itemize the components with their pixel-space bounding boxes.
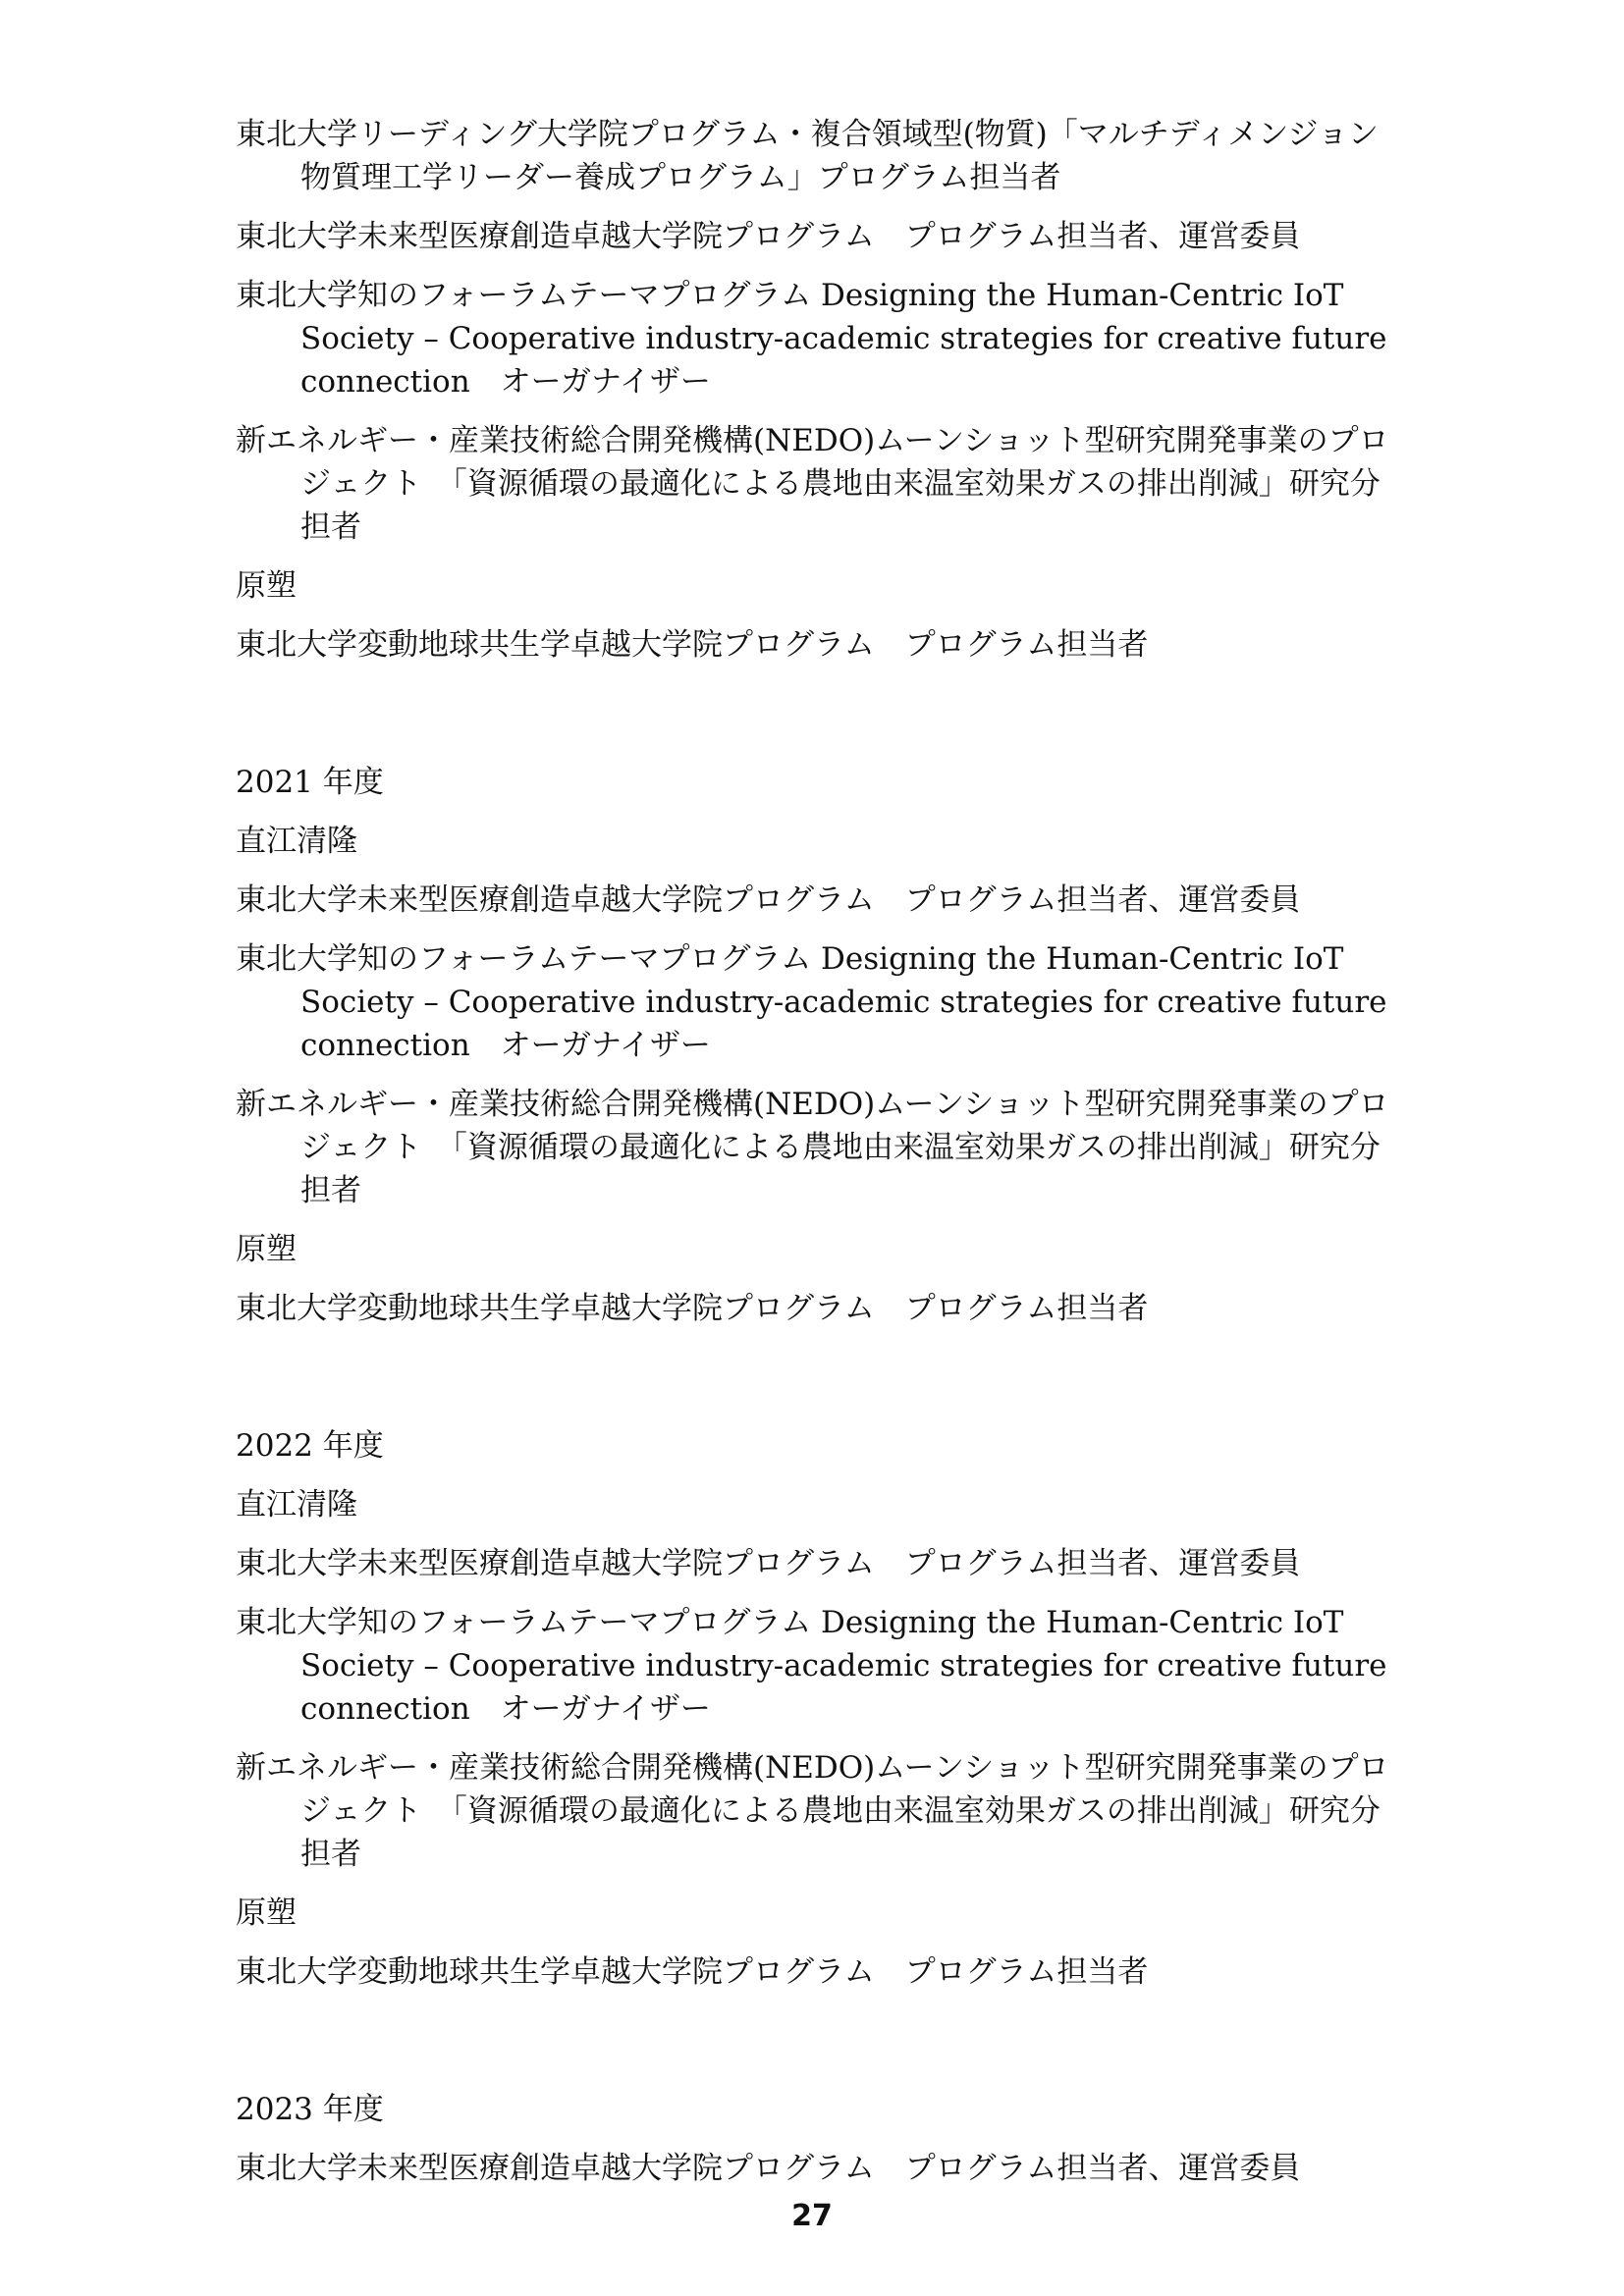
entry-future-medicine-program: 東北大学未来型医療創造卓越大学院プログラム プログラム担当者、運営委員 [236, 2151, 1301, 2186]
entry-future-medicine-program: 東北大学未来型医療創造卓越大学院プログラム プログラム担当者、運営委員 [236, 882, 1301, 918]
entry-nedo-moonshot: 新エネルギー・産業技術総合開発機構(NEDO)ムーンショット型研究開発事業のプロジェクト 「資源循環の最適化による農地由来温室効果ガスの排出削減」研究分担者 [236, 1087, 1389, 1208]
document-body [236, 113, 1394, 2206]
entry-forum-theme-program: 東北大学知のフォーラムテーマプログラム Designing the Human-Centric IoT Society – Cooperative industry-academic strategies for creative future connection オーガナイザー [236, 941, 1387, 1063]
person-name: 直江清隆 [236, 824, 357, 859]
entry-future-medicine-program: 東北大学未来型医療創造卓越大学院プログラム プログラム担当者、運営委員 [236, 1546, 1301, 1581]
person-name: 原塑 [236, 1896, 297, 1931]
year-heading-2022: 2022 年度 [236, 1428, 384, 1464]
person-name: 原塑 [236, 568, 297, 604]
entry-nedo-moonshot: 新エネルギー・産業技術総合開発機構(NEDO)ムーンショット型研究開発事業のプロジェクト 「資源循環の最適化による農地由来温室効果ガスの排出削減」研究分担者 [236, 423, 1389, 545]
entry-nedo-moonshot: 新エネルギー・産業技術総合開発機構(NEDO)ムーンショット型研究開発事業のプロジェクト 「資源循環の最適化による農地由来温室効果ガスの排出削減」研究分担者 [236, 1750, 1389, 1872]
entry-earth-program: 東北大学変動地球共生学卓越大学院プログラム プログラム担当者 [236, 1954, 1149, 1990]
page-number: 27 [791, 2199, 833, 2233]
entry-leading-program: 東北大学リーディング大学院プログラム・複合領域型(物質)「マルチディメンジョン物質理工学リーダー養成プログラム」プログラム担当者 [236, 117, 1379, 195]
entry-forum-theme-program: 東北大学知のフォーラムテーマプログラム Designing the Human-Centric IoT Society – Cooperative industry-academic strategies for creative future connection オーガナイザー [236, 1605, 1387, 1727]
entry-forum-theme-program: 東北大学知のフォーラムテーマプログラム Designing the Human-Centric IoT Society – Cooperative industry-academic strategies for creative future connection オーガナイザー [236, 278, 1387, 400]
entry-future-medicine-program: 東北大学未来型医療創造卓越大学院プログラム プログラム担当者、運営委員 [236, 219, 1301, 254]
entry-earth-program: 東北大学変動地球共生学卓越大学院プログラム プログラム担当者 [236, 627, 1149, 663]
entry-earth-program: 東北大学変動地球共生学卓越大学院プログラム プログラム担当者 [236, 1291, 1149, 1326]
year-heading-2023: 2023 年度 [236, 2092, 384, 2127]
year-heading-2021: 2021 年度 [236, 765, 384, 800]
person-name: 直江清隆 [236, 1487, 357, 1522]
person-name: 原塑 [236, 1232, 297, 1267]
